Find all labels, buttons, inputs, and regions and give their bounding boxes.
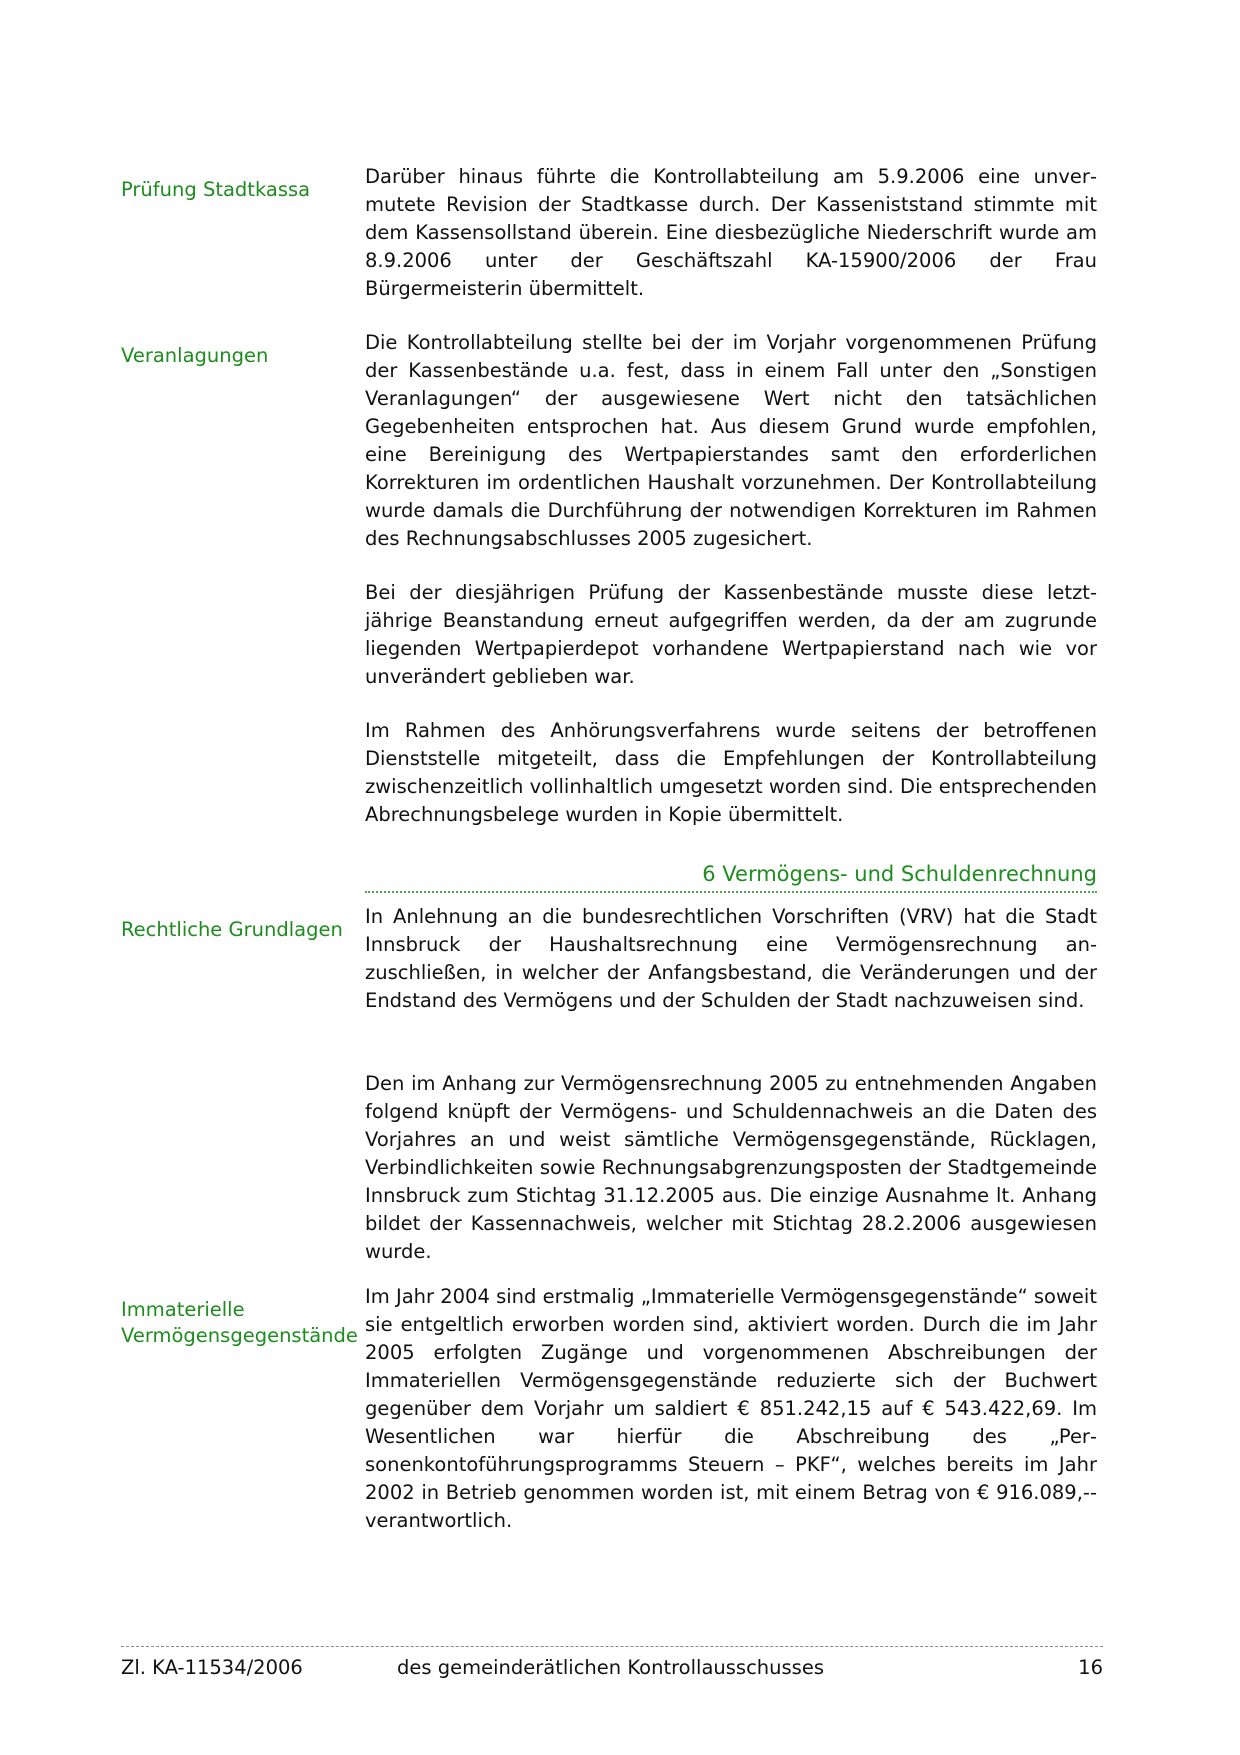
paragraph-veranlagungen-2: Bei der diesjährigen Prüfung der Kassenbestände musste diese letztjährige Beanstandung erneut aufgegriffen werden, da der am zugrunde liegenden Wertpapierdepot vorhandene Wertpapierstand nach wie vor unverändert geblieben war. xyxy=(365,581,1097,688)
paragraph-pruefung-stadtkassa: Darüber hinaus führte die Kontrollabteilung am 5.9.2006 eine unvermutete Revision der Stadtkasse durch. Der Kasseniststand stimmte mit dem Kassensollstand überein. Eine diesbezügliche Niederschrift wurde am 8.9.2006 unter der Geschäftszahl KA-15900/2006 der Frau Bürgermeisterin übermittelt. xyxy=(365,165,1097,300)
paragraph-veranlagungen-3: Im Rahmen des Anhörungsverfahrens wurde seitens der betroffenen Dienststelle mitgeteilt, dass die Empfehlungen der Kontrollabteilung zwischenzeitlich vollinhaltlich umgesetzt worden sind. Die entsprechenden Abrechnungsbelege wurden in Kopie übermittelt. xyxy=(365,719,1097,826)
paragraph-rechtliche-grundlagen-2: Den im Anhang zur Vermögensrechnung 2005 zu entnehmenden Angaben folgend knüpft der Vermögens- und Schuldennachweis an die Daten des Vorjahres an und weist sämtliche Vermögensgegenstände, Rücklagen, Verbindlichkeiten sowie Rechnungsabgrenzungsposten der Stadtgemeinde Innsbruck zum Stichtag 31.12.2005 aus. Die einzige Ausnahme lt. Anhang bildet der Kassennachweis, welcher mit Stichtag 28.2.2006 ausgewiesen wurde. xyxy=(365,1072,1097,1263)
margin-label-line-2: Vermögensgegenstände xyxy=(121,1324,358,1347)
margin-label-veranlagungen: Veranlagungen xyxy=(121,344,269,367)
margin-label-immaterielle-vermoegensgegenstaende xyxy=(121,1297,358,1349)
footer-title: des gemeinderätlichen Kontrollausschusses xyxy=(397,1656,824,1679)
footer-divider xyxy=(121,1646,1103,1647)
paragraph-rechtliche-grundlagen-1: In Anlehnung an die bundesrechtlichen Vorschriften (VRV) hat die Stadt Innsbruck der Haushaltsrechnung eine Vermögensrechnung anzuschließen, in welcher der Anfangsbestand, die Veränderungen und der Endstand des Vermögens und der Schulden der Stadt nachzuweisen sind. xyxy=(365,905,1097,1012)
footer-reference: Zl. KA-11534/2006 xyxy=(121,1656,303,1679)
margin-label-line-1: Immaterielle xyxy=(121,1298,245,1321)
paragraph-immaterielle-vermoegensgegenstaende: Im Jahr 2004 sind erstmalig „Immaterielle Vermögensgegenstände“ soweit sie entgeltlich erworben worden sind, aktiviert worden. Durch die im Jahr 2005 erfolgten Zugänge und vorgenommenen Abschreibungen der Immateriellen Vermögensgegenstände reduzierte sich der Buchwert gegenüber dem Vorjahr um saldiert € 851.242,15 auf € 543.422,69. Im Wesentlichen war hierfür die Abschreibung des „Personenkontoführungsprogramms Steuern – PKF“, welches bereits im Jahr 2002 in Betrieb genommen worden ist, mit einem Betrag von € 916.089,-- verantwortlich. xyxy=(365,1285,1097,1532)
section-heading: 6 Vermögens- und Schuldenrechnung xyxy=(365,860,1097,893)
paragraph-veranlagungen-1: Die Kontrollabteilung stellte bei der im Vorjahr vorgenommenen Prüfung der Kassenbestände u.a. fest, dass in einem Fall unter den „Sonstigen Veranlagungen“ der ausgewiesene Wert nicht den tatsächlichen Gegebenheiten entsprochen hat. Aus diesem Grund wurde empfohlen, eine Bereinigung des Wertpapierstandes samt den erforderlichen Korrekturen im ordentlichen Haushalt vorzunehmen. Der Kontrollabteilung wurde damals die Durchführung der notwendigen Korrekturen im Rahmen des Rechnungsabschlusses 2005 zugesichert. xyxy=(365,331,1097,550)
margin-label-pruefung-stadtkassa: Prüfung Stadtkassa xyxy=(121,178,311,201)
page-number: 16 xyxy=(1078,1656,1103,1679)
margin-label-rechtliche-grundlagen: Rechtliche Grundlagen xyxy=(121,918,343,941)
